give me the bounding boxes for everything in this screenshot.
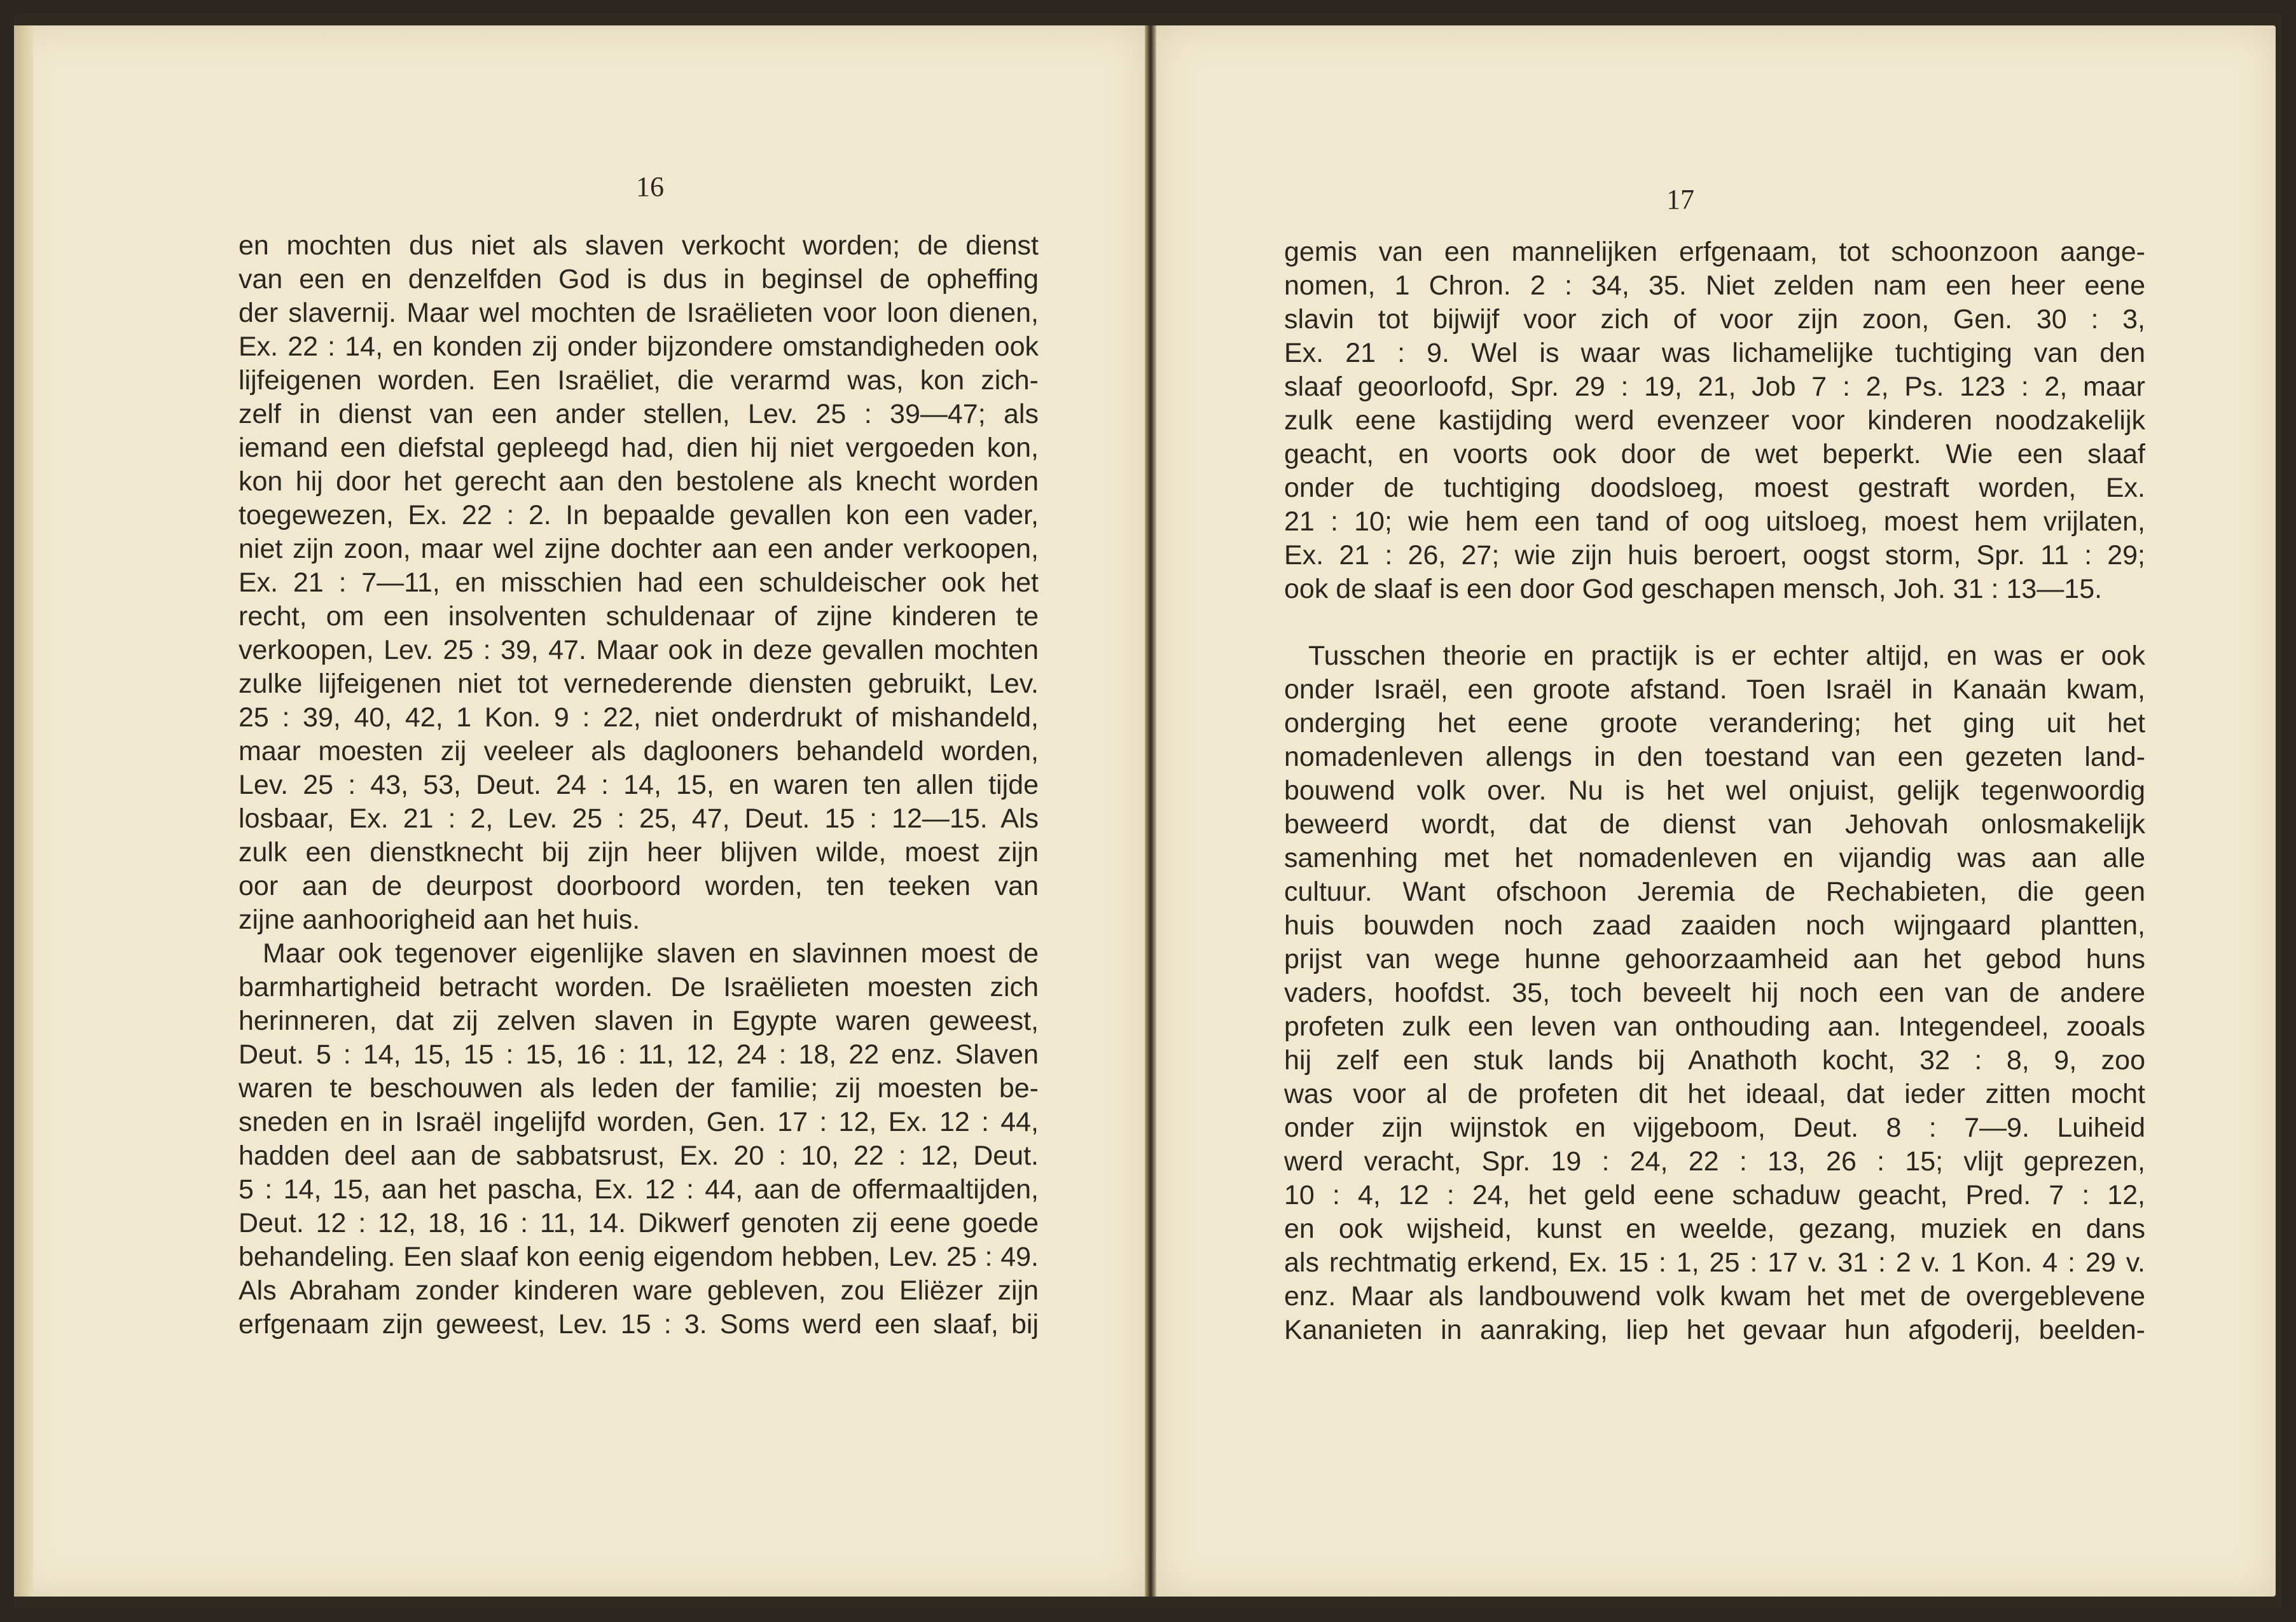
text-line: ook de slaaf is een door God geschapen mensch, Joh. 31 : 13—15. [1284, 574, 2103, 604]
text-line: onderging het eene groote verandering; het ging uit het [1284, 708, 2145, 738]
text-line: slaaf geoorloofd, Spr. 29 : 19, 21, Job 7 : 2, Ps. 123 : 2, maar [1284, 371, 2145, 402]
text-line: samenhing met het nomadenleven en vijandig was aan alle [1284, 843, 2145, 873]
text-line: profeten zulk een leven van onthouding aan. Integendeel, zooals [1284, 1011, 2145, 1042]
text-line: hij zelf een stuk lands bij Anathoth kocht, 32 : 8, 9, zoo [1284, 1045, 2145, 1076]
paragraph-gap [1284, 606, 2145, 639]
text-line: en mochten dus niet als slaven verkocht worden; de dienst [239, 230, 1039, 261]
text-line: hadden deel aan de sabbatsrust, Ex. 20 : 10, 22 : 12, Deut. [239, 1140, 1039, 1171]
text-line: iemand een diefstal gepleegd had, dien hij niet vergoeden kon, [239, 433, 1039, 463]
text-line: toegewezen, Ex. 22 : 2. In bepaalde gevallen kon een vader, [239, 500, 1039, 530]
text-line: was voor al de profeten dit het ideaal, dat ieder zitten mocht [1284, 1079, 2145, 1109]
text-line: Tusschen theorie en practijk is er echter altijd, en was er ook [1308, 641, 2145, 671]
text-line: 25 : 39, 40, 42, 1 Kon. 9 : 22, niet onderdrukt of mishandeld, [239, 702, 1039, 733]
text-line: huis bouwden noch zaad zaaiden noch wijngaard plantten, [1284, 910, 2145, 941]
page-body [239, 229, 1039, 1341]
text-line: verkoopen, Lev. 25 : 39, 47. Maar ook in deze gevallen mochten [239, 635, 1039, 665]
text-line: Deut. 12 : 12, 18, 16 : 11, 14. Dikwerf genoten zij eene goede [239, 1208, 1039, 1238]
text-line: oor aan de deurpost doorboord worden, ten teeken van [239, 871, 1039, 901]
text-line: 10 : 4, 12 : 24, het geld eene schaduw geacht, Pred. 7 : 12, [1284, 1180, 2145, 1210]
right-page [1156, 25, 2276, 1597]
page-number: 16 [636, 171, 664, 202]
text-line: beweerd wordt, dat de dienst van Jehovah onlosmakelijk [1284, 809, 2145, 840]
text-line: nomen, 1 Chron. 2 : 34, 35. Niet zelden nam een heer eene [1284, 270, 2145, 301]
text-line: losbaar, Ex. 21 : 2, Lev. 25 : 25, 47, Deut. 15 : 12—15. Als [239, 803, 1039, 834]
text-line: herinneren, dat zij zelven slaven in Egypte waren geweest, [239, 1006, 1039, 1036]
text-line: barmhartigheid betracht worden. De Israëlieten moesten zich [239, 972, 1039, 1002]
text-line: waren te beschouwen als leden der familie; zij moesten be- [239, 1073, 1039, 1104]
text-line: zijne aanhoorigheid aan het huis. [239, 905, 640, 935]
text-line: behandeling. Een slaaf kon eenig eigendom hebben, Lev. 25 : 49. [239, 1242, 1039, 1272]
text-line: van een en denzelfden God is dus in beginsel de opheffing [239, 264, 1039, 295]
text-line: Lev. 25 : 43, 53, Deut. 24 : 14, 15, en waren ten allen tijde [239, 770, 1039, 800]
text-line: onder zijn wijnstok en vijgeboom, Deut. 8 : 7—9. Luiheid [1284, 1113, 2145, 1143]
left-page [14, 25, 1145, 1597]
text-line: Maar ook tegenover eigenlijke slaven en slavinnen moest de [263, 938, 1039, 969]
text-line: 5 : 14, 15, aan het pascha, Ex. 12 : 44, aan de offermaaltijden, [239, 1174, 1039, 1205]
text-line: werd veracht, Spr. 19 : 24, 22 : 13, 26 : 15; vlijt geprezen, [1284, 1146, 2145, 1177]
text-line: Ex. 21 : 26, 27; wie zijn huis beroert, oogst storm, Spr. 11 : 29; [1284, 540, 2145, 571]
text-line: enz. Maar als landbouwend volk kwam het met de overgeblevene [1284, 1281, 2145, 1312]
text-line: Ex. 21 : 7—11, en misschien had een schuldeischer ook het [239, 567, 1039, 598]
text-line: als rechtmatig erkend, Ex. 15 : 1, 25 : 17 v. 31 : 2 v. 1 Kon. 4 : 29 v. [1284, 1247, 2145, 1278]
text-line: maar moesten zij veeleer als daglooners behandeld worden, [239, 736, 1039, 766]
text-line: prijst van wege hunne gehoorzaamheid aan het gebod huns [1284, 944, 2145, 974]
text-line: erfgenaam zijn geweest, Lev. 15 : 3. Soms werd een slaaf, bij [239, 1309, 1039, 1340]
text-line: cultuur. Want ofschoon Jeremia de Rechabieten, die geen [1284, 877, 2145, 907]
text-line: onder Israël, een groote afstand. Toen Israël in Kanaän kwam, [1284, 674, 2145, 705]
text-line: Kananieten in aanraking, liep het gevaar hun afgoderij, beelden- [1284, 1315, 2145, 1345]
text-line: Ex. 21 : 9. Wel is waar was lichamelijke tuchtiging van den [1284, 338, 2145, 368]
text-line: zelf in dienst van een ander stellen, Lev. 25 : 39—47; als [239, 399, 1039, 429]
text-line: zulk een dienstknecht bij zijn heer blijven wilde, moest zijn [239, 837, 1039, 868]
text-line: zulke lijfeigenen niet tot vernederende diensten gebruikt, Lev. [239, 669, 1039, 699]
text-line: gemis van een mannelijken erfgenaam, tot schoonzoon aange- [1284, 237, 2145, 267]
text-line: vaders, hoofdst. 35, toch beveelt hij noch een van de andere [1284, 978, 2145, 1008]
text-line: en ook wijsheid, kunst en weelde, gezang, muziek en dans [1284, 1214, 2145, 1244]
text-line: zulk eene kastijding werd evenzeer voor kinderen noodzakelijk [1284, 405, 2145, 436]
text-line: bouwend volk over. Nu is het wel onjuist, gelijk tegenwoordig [1284, 775, 2145, 806]
text-line: 21 : 10; wie hem een tand of oog uitsloeg, moest hem vrijlaten, [1284, 506, 2145, 537]
text-line: recht, om een insolventen schuldenaar of zijne kinderen te [239, 601, 1039, 632]
text-line: slavin tot bijwijf voor zich of voor zijn zoon, Gen. 30 : 3, [1284, 304, 2145, 335]
text-line: Ex. 22 : 14, en konden zij onder bijzondere omstandigheden ook [239, 331, 1039, 362]
text-line: niet zijn zoon, maar wel zijne dochter aan een ander verkoopen, [239, 534, 1039, 564]
text-line: onder de tuchtiging doodsloeg, moest gestraft worden, Ex. [1284, 473, 2145, 503]
text-line: lijfeigenen worden. Een Israëliet, die verarmd was, kon zich- [239, 365, 1039, 396]
book-gutter [1145, 25, 1156, 1597]
text-line: der slavernij. Maar wel mochten de Israëlieten voor loon dienen, [239, 298, 1039, 328]
text-line: Deut. 5 : 14, 15, 15 : 15, 16 : 11, 12, 24 : 18, 22 enz. Slaven [239, 1039, 1039, 1070]
page-number: 17 [1666, 184, 1694, 215]
text-line: Als Abraham zonder kinderen ware gebleven, zou Eliëzer zijn [239, 1275, 1039, 1306]
page-body [1284, 235, 2145, 1347]
text-line: geacht, en voorts ook door de wet beperkt. Wie een slaaf [1284, 439, 2145, 469]
text-line: nomadenleven allengs in den toestand van een gezeten land- [1284, 742, 2145, 772]
text-line: sneden en in Israël ingelijfd worden, Gen. 17 : 12, Ex. 12 : 44, [239, 1107, 1039, 1137]
book-spread [14, 14, 2282, 1608]
text-line: kon hij door het gerecht aan den bestolene als knecht worden [239, 466, 1039, 497]
